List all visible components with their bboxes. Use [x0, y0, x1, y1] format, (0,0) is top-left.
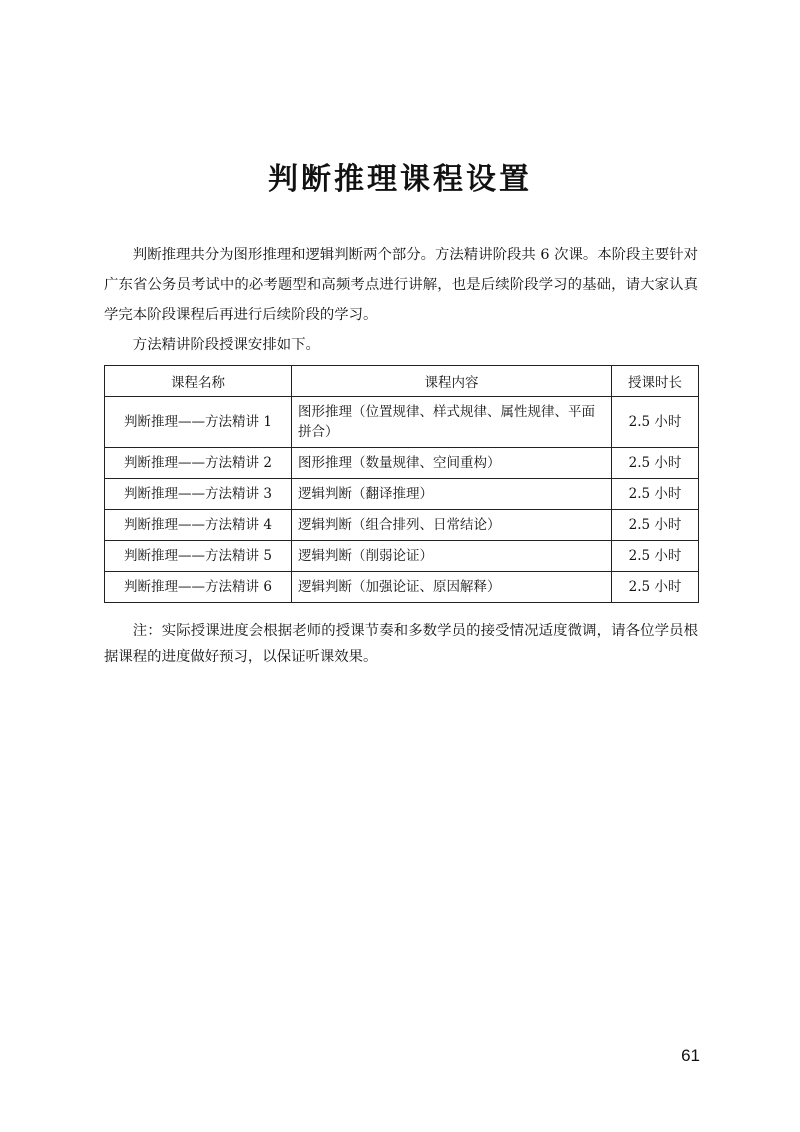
page-title: 判断推理课程设置 — [268, 162, 532, 197]
course-content-cell: 逻辑判断（削弱论证） — [292, 541, 612, 572]
duration-cell: 2.5 小时 — [612, 572, 699, 603]
course-content-cell: 图形推理（数量规律、空间重构） — [292, 448, 612, 479]
table-row — [105, 510, 699, 541]
duration-cell: 2.5 小时 — [612, 541, 699, 572]
course-content-cell: 图形推理（位置规律、样式规律、属性规律、平面拼合） — [292, 397, 612, 448]
schedule-lead-text: 方法精讲阶段授课安排如下。 — [132, 337, 320, 353]
duration-cell: 2.5 小时 — [612, 510, 699, 541]
course-content-cell: 逻辑判断（翻译推理） — [292, 479, 612, 510]
table-header-row — [105, 366, 699, 397]
duration-cell: 2.5 小时 — [612, 479, 699, 510]
course-name-cell: 判断推理——方法精讲 1 — [105, 397, 292, 448]
course-name-cell: 判断推理——方法精讲 2 — [105, 448, 292, 479]
header-duration: 授课时长 — [612, 366, 699, 397]
course-name-cell: 判断推理——方法精讲 3 — [105, 479, 292, 510]
table-row — [105, 397, 699, 448]
course-content-cell: 逻辑判断（组合排列、日常结论） — [292, 510, 612, 541]
course-name-cell: 判断推理——方法精讲 5 — [105, 541, 292, 572]
course-name-cell: 判断推理——方法精讲 4 — [105, 510, 292, 541]
table-row — [105, 541, 699, 572]
note-paragraph: 注：实际授课进度会根据老师的授课节奏和多数学员的接受情况适度微调，请各位学员根据课程的进度做好预习，以保证听课效果。 — [104, 623, 698, 665]
header-course-name: 课程名称 — [105, 366, 292, 397]
duration-cell: 2.5 小时 — [612, 397, 699, 448]
header-course-content: 课程内容 — [292, 366, 612, 397]
duration-cell: 2.5 小时 — [612, 448, 699, 479]
table-row — [105, 479, 699, 510]
page-number: 61 — [681, 1046, 700, 1065]
intro-paragraph: 判断推理共分为图形推理和逻辑判断两个部分。方法精讲阶段共 6 次课。本阶段主要针对广东省公务员考试中的必考题型和高频考点进行讲解，也是后续阶段学习的基础，请大家认真学完本阶段课程后再进行后续阶段的学习。 — [104, 247, 698, 323]
table-row — [105, 448, 699, 479]
course-name-cell: 判断推理——方法精讲 6 — [105, 572, 292, 603]
table-row — [105, 572, 699, 603]
course-schedule-table — [104, 365, 699, 603]
course-content-cell: 逻辑判断（加强论证、原因解释） — [292, 572, 612, 603]
